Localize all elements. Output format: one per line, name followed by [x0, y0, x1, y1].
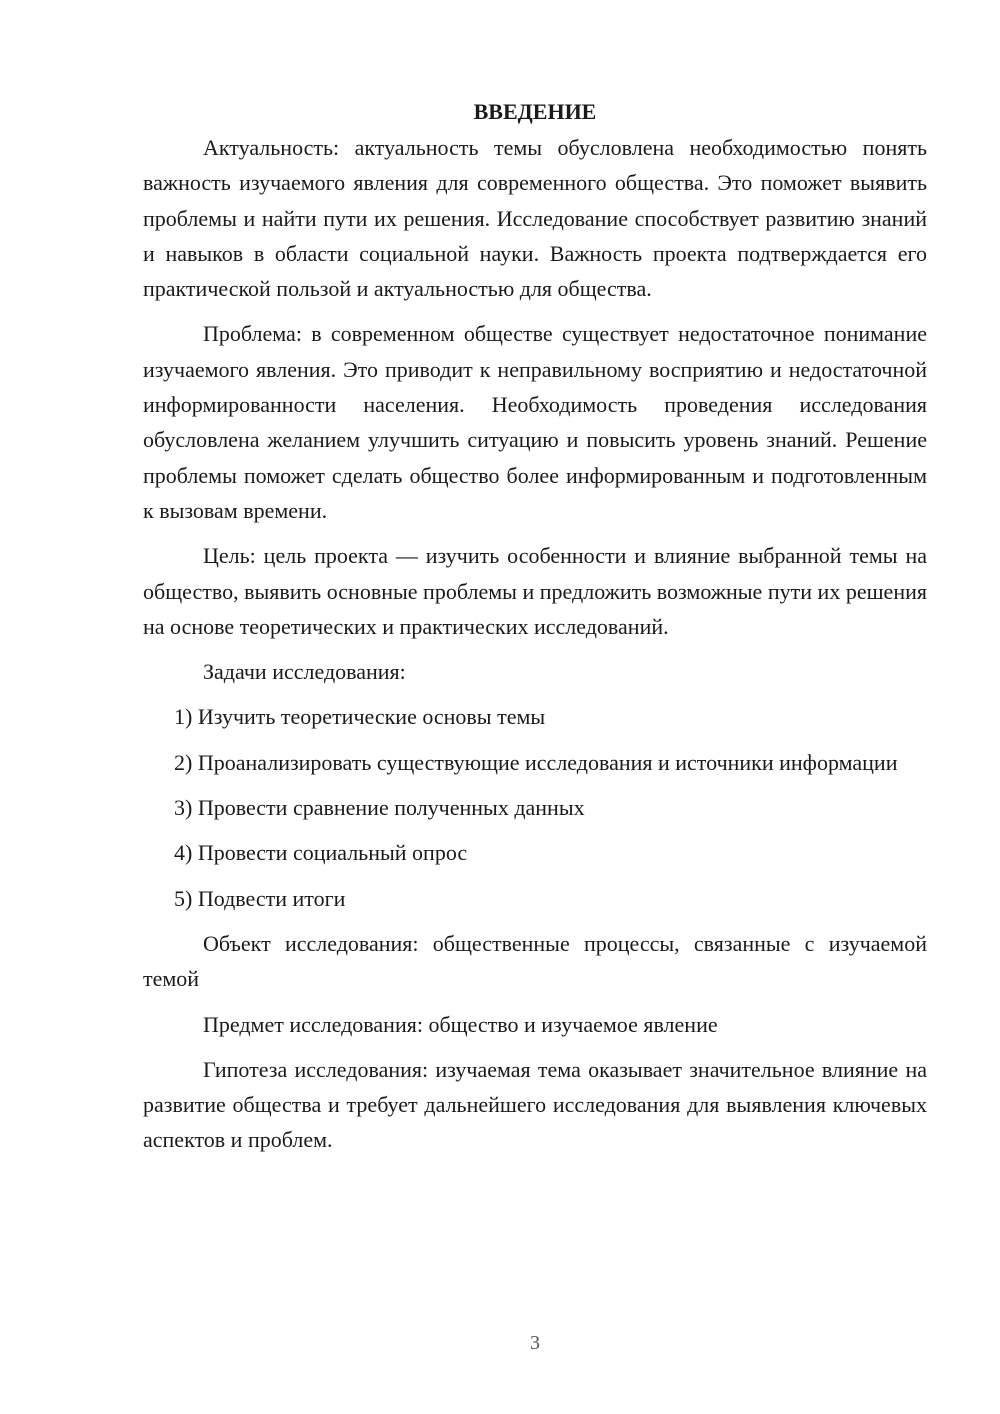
task-item: 2) Проанализировать существующие исследования и источники информации — [174, 749, 898, 775]
section-title: ВВЕДЕНИЕ — [473, 99, 597, 124]
subject-paragraph: Предмет исследования: общество и изучаемое явление — [203, 1011, 718, 1037]
task-item: 3) Провести сравнение полученных данных — [174, 795, 585, 821]
tasks-heading: Задачи исследования: — [203, 659, 406, 685]
page-number: 3 — [530, 1332, 540, 1354]
relevance-paragraph: Актуальность: актуальность темы обусловлена необходимостью понять важность изучаемого явления для современного общества. Это поможет выявить проблемы и найти пути их решения. Исследование способствует развитию знаний и навыков в области социальной науки. Важность проекта подтверждается его практической пользой и актуальностью для общества. — [143, 135, 927, 302]
object-paragraph: Объект исследования: общественные процессы, связанные с изучаемой темой — [143, 930, 927, 992]
task-item: 5) Подвести итоги — [174, 885, 346, 911]
task-item: 1) Изучить теоретические основы темы — [174, 704, 546, 730]
task-item: 4) Провести социальный опрос — [174, 840, 468, 866]
problem-paragraph: Проблема: в современном обществе существует недостаточное понимание изучаемого явления. Это приводит к неправильному восприятию и недостаточной информированности населения. Необходимость проведения исследования обусловлена желанием улучшить ситуацию и повысить уровень знаний. Решение проблемы поможет сделать общество более информированным и подготовленным к вызовам времени. — [143, 321, 927, 523]
goal-paragraph: Цель: цель проекта — изучить особенности и влияние выбранной темы на общество, выявить основные проблемы и предложить возможные пути их решения на основе теоретических и практических исследований. — [143, 543, 927, 639]
document-page — [143, 94, 927, 1168]
hypothesis-paragraph: Гипотеза исследования: изучаемая тема оказывает значительное влияние на развитие общества и требует дальнейшего исследования для выявления ключевых аспектов и проблем. — [143, 1056, 927, 1153]
